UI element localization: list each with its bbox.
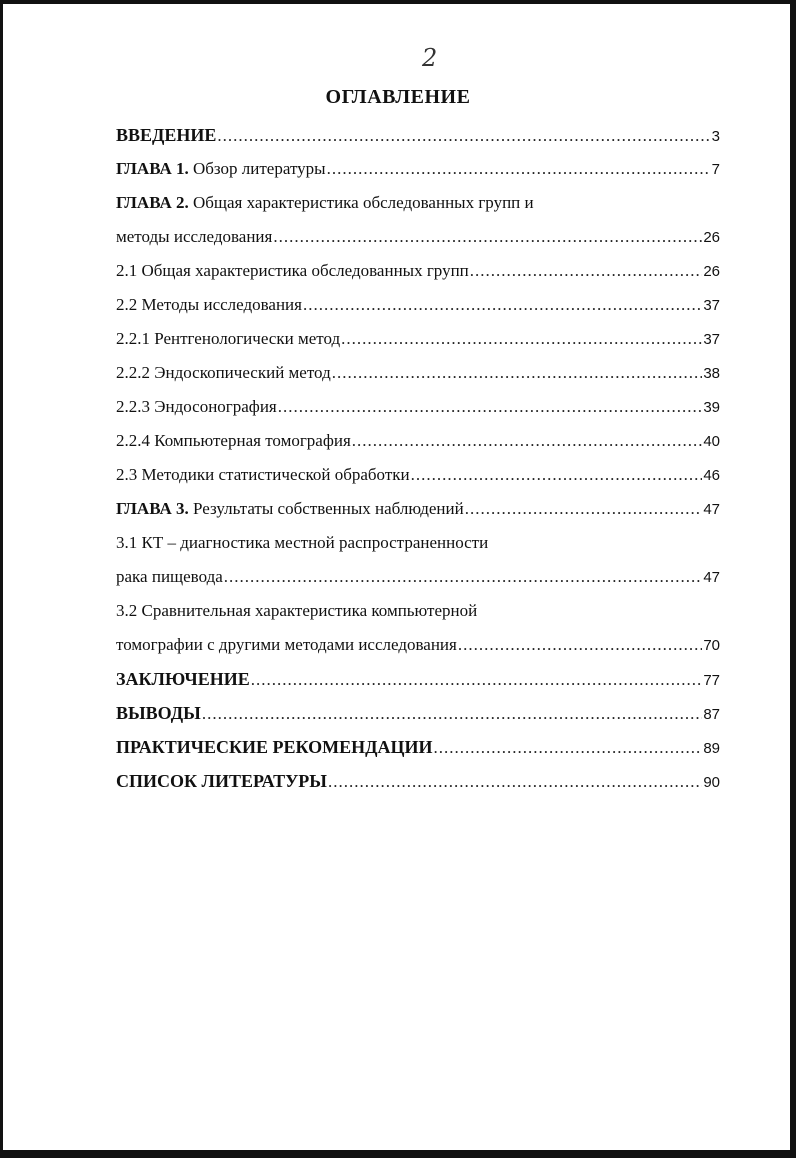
toc-entry[interactable] [116, 628, 720, 662]
toc-entry-label [116, 322, 340, 356]
toc-page-number: 46 [703, 467, 720, 484]
toc-entry[interactable] [116, 152, 720, 186]
dot-leader [465, 492, 703, 526]
dot-leader [251, 663, 703, 696]
toc-entry[interactable] [116, 764, 720, 798]
toc-entry[interactable] [116, 322, 720, 356]
dot-leader [273, 220, 702, 254]
toc-entry[interactable] [116, 424, 720, 458]
toc-entry[interactable] [116, 356, 720, 390]
toc-entry[interactable] [116, 288, 720, 322]
toc-page-number: 70 [703, 637, 720, 654]
scan-border-bottom [0, 1150, 796, 1158]
toc-page-number: 90 [703, 774, 720, 791]
toc-entry[interactable] [116, 492, 720, 526]
toc-page-number: 7 [711, 161, 720, 178]
toc-entry-text: 2.3 Методики статистической обработки [116, 465, 410, 484]
toc-entry-text: томографии с другими методами исследования [116, 635, 457, 654]
dot-leader [341, 322, 702, 356]
toc-page-number: 39 [703, 399, 720, 416]
dot-leader [434, 731, 703, 764]
dot-leader [202, 697, 702, 730]
dot-leader [224, 560, 703, 594]
toc-page-number: 47 [703, 501, 720, 518]
toc-entry-text: 2.1 Общая характеристика обследованных групп [116, 261, 469, 280]
dot-leader [328, 765, 702, 798]
toc-entry-label [116, 533, 488, 552]
toc-entry-label [116, 356, 331, 390]
toc-entry-line[interactable] [116, 186, 720, 220]
toc-entry-line[interactable] [116, 594, 720, 628]
toc-entry-label [116, 492, 464, 526]
toc-entry-label [116, 152, 326, 186]
scan-border-top [0, 0, 796, 4]
toc-entry-label [116, 288, 302, 322]
scan-border-right [790, 0, 796, 1158]
toc-entry-text: 2.2.4 Компьютерная томография [116, 431, 351, 450]
toc-entry-heading: ПРАКТИЧЕСКИЕ РЕКОМЕНДАЦИИ [116, 737, 433, 757]
dot-leader [458, 628, 702, 662]
toc-entry-label [116, 254, 469, 288]
toc-entry-label [116, 390, 277, 424]
toc-entry-label [116, 764, 327, 798]
toc-entry-text: 3.2 Сравнительная характеристика компьютерной [116, 601, 478, 620]
toc-entry-label [116, 220, 272, 254]
page-title: ОГЛАВЛЕНИЕ [325, 86, 471, 108]
toc-entry-text: методы исследования [116, 227, 273, 246]
toc-entry-heading: СПИСОК ЛИТЕРАТУРЫ [116, 771, 327, 791]
dot-leader [470, 254, 703, 288]
toc-page-number: 26 [703, 229, 720, 246]
toc-page-number: 77 [703, 672, 720, 689]
toc-entry-text: Общая характеристика обследованных групп и [188, 193, 534, 212]
toc-entry-label [116, 560, 223, 594]
toc-entry-heading: ГЛАВА 1. [116, 159, 189, 178]
toc-entry-text: рака пищевода [116, 567, 223, 586]
toc-entry-label [116, 424, 351, 458]
toc-entry-heading: ЗАКЛЮЧЕНИЕ [116, 669, 250, 689]
toc-entry-text: 2.2.2 Эндоскопический метод [116, 363, 331, 382]
toc-entry[interactable] [116, 220, 720, 254]
toc-page-number: 38 [703, 365, 720, 382]
handwritten-page-mark: 2 [422, 44, 438, 72]
toc-entry-text: 3.1 КТ – диагностика местной распространенности [116, 533, 489, 552]
toc-entry-label [116, 696, 201, 730]
table-of-contents [116, 118, 720, 798]
toc-entry-label [116, 193, 534, 212]
toc-entry[interactable] [116, 390, 720, 424]
toc-page-number: 37 [703, 297, 720, 314]
dot-leader [352, 424, 703, 458]
toc-entry[interactable] [116, 118, 720, 152]
toc-entry-text: Обзор литературы [188, 159, 326, 178]
dot-leader [217, 119, 710, 152]
dot-leader [303, 288, 702, 322]
toc-entry[interactable] [116, 730, 720, 764]
toc-entry-label [116, 601, 477, 620]
toc-page-number: 87 [703, 706, 720, 723]
toc-entry[interactable] [116, 662, 720, 696]
toc-page-number: 40 [703, 433, 720, 450]
toc-entry-label [116, 118, 216, 152]
toc-entry-label [116, 730, 433, 764]
toc-page-number: 89 [703, 740, 720, 757]
toc-entry-label [116, 458, 410, 492]
toc-entry-line[interactable] [116, 526, 720, 560]
dot-leader [332, 356, 703, 390]
dot-leader [278, 390, 703, 424]
toc-entry[interactable] [116, 696, 720, 730]
toc-entry[interactable] [116, 458, 720, 492]
toc-entry[interactable] [116, 560, 720, 594]
toc-entry-heading: ВЫВОДЫ [116, 703, 201, 723]
toc-page-number: 26 [703, 263, 720, 280]
toc-entry-text: 2.2 Методы исследования [116, 295, 302, 314]
toc-entry[interactable] [116, 254, 720, 288]
scan-border-left [0, 0, 3, 1158]
toc-page-number: 37 [703, 331, 720, 348]
toc-entry-label [116, 628, 457, 662]
toc-page-number: 3 [711, 128, 720, 145]
toc-entry-text: 2.2.3 Эндосонография [116, 397, 277, 416]
toc-entry-heading: ВВЕДЕНИЕ [116, 125, 217, 145]
toc-entry-heading: ГЛАВА 2. [116, 193, 189, 212]
toc-entry-label [116, 662, 250, 696]
toc-entry-text: 2.2.1 Рентгенологически метод [116, 329, 341, 348]
toc-entry-text: Результаты собственных наблюдений [188, 499, 464, 518]
dot-leader [411, 458, 703, 492]
toc-page-number: 47 [703, 569, 720, 586]
toc-entry-heading: ГЛАВА 3. [116, 499, 189, 518]
dot-leader [327, 152, 711, 186]
